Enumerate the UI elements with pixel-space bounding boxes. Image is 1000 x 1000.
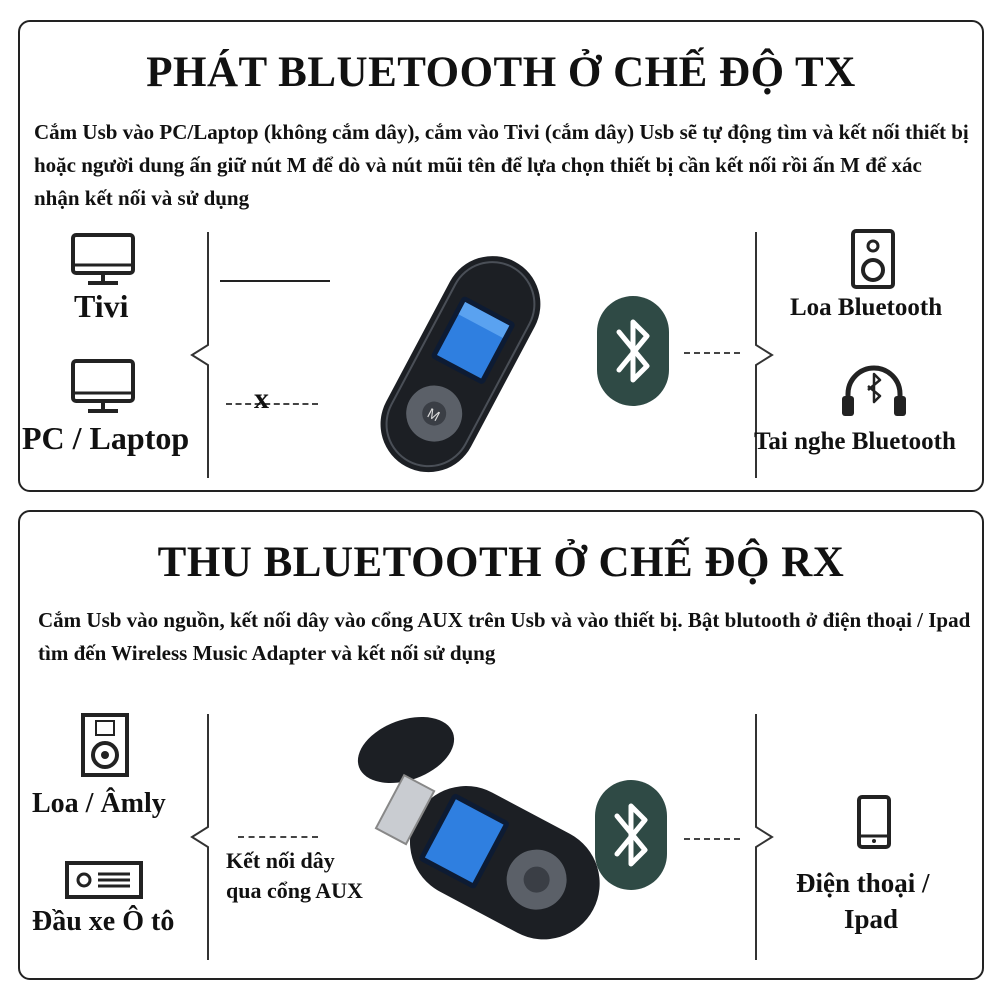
- rx-left-bracket: [186, 712, 216, 962]
- tv-label: Tivi: [74, 288, 129, 324]
- tv-cable-line: [220, 280, 330, 282]
- usb-dongle-icon: [340, 240, 580, 490]
- phone-icon: [856, 794, 892, 850]
- bt-link-line: [684, 352, 740, 354]
- usb-dongle-rx-icon: [336, 708, 606, 948]
- rx-description: Cắm Usb vào nguồn, kết nối dây vào cổng AUX trên Usb và vào thiết bị. Bật blutooth ở điện thoại / Ipad tìm đến Wireless Music Adapter và kết nối sử dụng: [38, 608, 971, 665]
- speaker-icon: [850, 228, 896, 290]
- tx-title: PHÁT BLUETOOTH Ở CHẾ ĐỘ TX: [146, 49, 856, 96]
- tv-icon: [70, 232, 136, 288]
- rx-panel: [18, 510, 984, 980]
- headphone-label: Tai nghe Bluetooth: [754, 428, 956, 455]
- phone-label-line1: Điện thoại /: [796, 868, 930, 898]
- amplifier-label: Loa / Âmly: [32, 788, 166, 819]
- speaker-label: Loa Bluetooth: [790, 294, 943, 321]
- rx-right-bracket: [752, 712, 782, 962]
- rx-bt-link-line: [684, 838, 740, 840]
- bluetooth-icon: [597, 296, 669, 406]
- headphone-icon: [838, 360, 910, 418]
- rx-bluetooth-icon: [595, 780, 667, 890]
- car-stereo-icon: [64, 860, 144, 900]
- aux-cable-line: [238, 836, 318, 838]
- monitor-icon: [70, 358, 136, 416]
- aux-note-line2: qua cổng AUX: [226, 878, 363, 903]
- car-stereo-label: Đầu xe Ô tô: [32, 906, 175, 937]
- pc-label: PC / Laptop: [22, 420, 190, 456]
- phone-label-line2: Ipad: [844, 904, 899, 934]
- aux-note-line1: Kết nối dây: [226, 848, 335, 873]
- amplifier-icon: [80, 712, 130, 778]
- svg-text:M: M: [424, 404, 443, 425]
- pc-no-cable-line: [226, 403, 318, 405]
- left-bracket: [186, 230, 216, 480]
- rx-title: THU BLUETOOTH Ở CHẾ ĐỘ RX: [157, 539, 845, 586]
- tx-panel: [18, 20, 984, 492]
- tx-description: Cắm Usb vào PC/Laptop (không cắm dây), cắm vào Tivi (cắm dây) Usb sẽ tự động tìm và kết nối thiết bị hoặc người dung ấn giữ nút M để dò và nút mũi tên để lựa chọn thiết bị cần kết nối rồi ấn M để xác nhận kết nối và sử dụng: [34, 120, 969, 210]
- no-cable-mark: x: [254, 382, 269, 415]
